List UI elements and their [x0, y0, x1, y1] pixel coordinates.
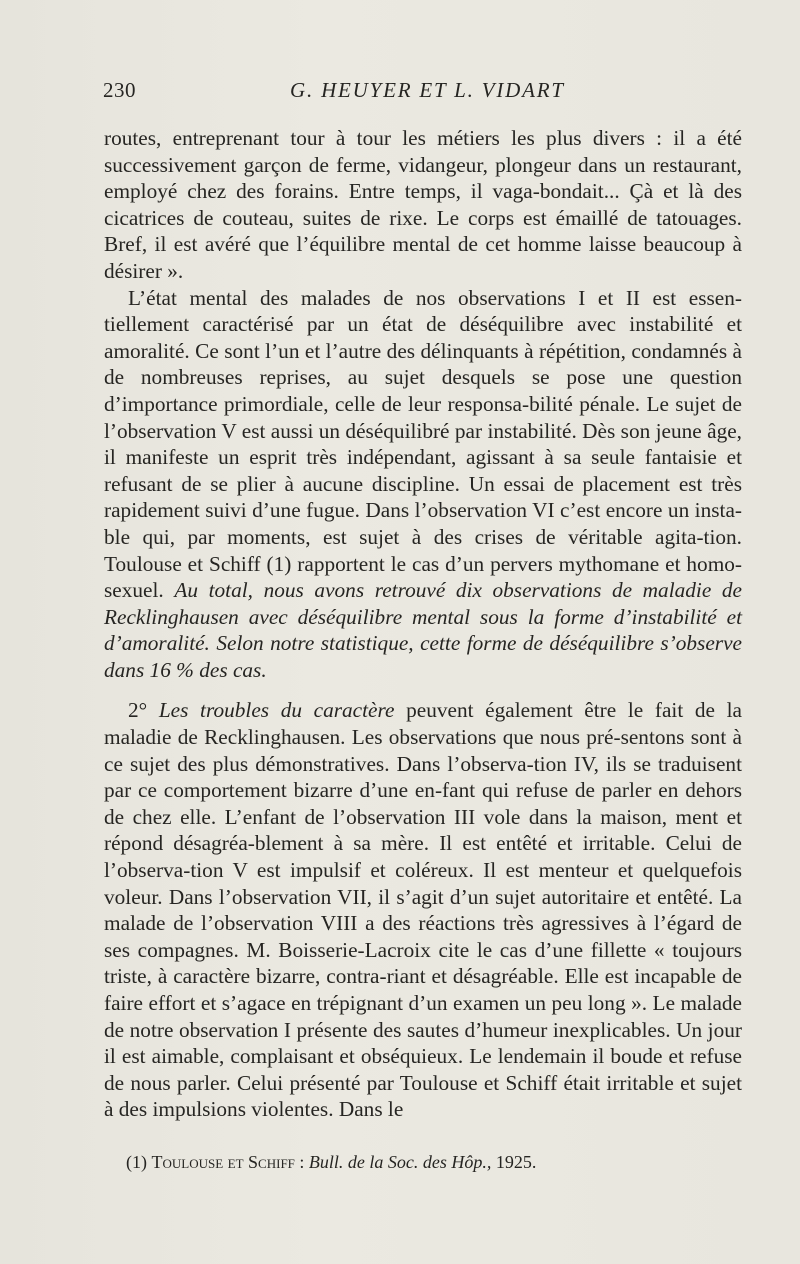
body-text	[104, 125, 742, 1123]
footnote	[126, 1151, 726, 1173]
page-header	[103, 78, 743, 108]
footnote-marker: (1)	[126, 1152, 147, 1172]
paragraph-3	[104, 697, 742, 1123]
page-number: 230	[103, 78, 136, 102]
footnote-year: 1925.	[495, 1152, 537, 1172]
section-heading: Les troubles du caractère	[158, 698, 395, 723]
paragraph-3-text: peuvent également être le fait de la maladie de Recklinghausen. Les observations que nous pré-sentons sont à ce sujet des plus démonstratives. Dans l’observa-tion IV, ils se traduisent par ce comportement bizarre d’une en-fant qui refuse de parler en dehors de chez elle. L’enfant de l’observation III vole dans la maison, ment et répond désagréa-blement à sa mère. Il est entêté et irritable. Celui de l’observa-tion V est impulsif et coléreux. Il est menteur et quelquefois voleur. Dans l’observation VII, il s’agit d’un sujet autoritaire et entêté. La malade de l’observation VIII a des réactions très agressives à l’égard de ses compagnes. M. Boisserie-Lacroix cite le cas d’une fillette « toujours triste, à caractère bizarre, contra-riant et désagréable. Elle est incapable de faire effort et s’agace en trépignant d’un examen un peu long ». Le malade de notre observation I présente des sautes d’humeur inexplicables. Un jour il est aimable, complaisant et obséquieux. Le lendemain il boude et refuse de nous parler. Celui présenté par Toulouse et Schiff était irritable et sujet à des impulsions violentes. Dans le	[104, 698, 742, 1122]
section-number: 2°	[128, 698, 148, 723]
paragraph-1: routes, entreprenant tour à tour les métiers les plus divers : il a été successivement garçon de ferme, vidangeur, plongeur dans un restaurant, employé chez des forains. Entre temps, il vaga-bondait... Çà et là des cicatrices de couteau, suites de rixe. Le corps est émaillé de tatouages. Bref, il est avéré que l’équilibre mental de cet homme laisse beaucoup à désirer ».	[104, 126, 742, 283]
paragraph-2	[104, 285, 742, 684]
footnote-authors: Toulouse et Schiff :	[151, 1152, 305, 1172]
paragraph-2-conclusion: Au total, nous avons retrouvé dix observations de maladie de Recklinghausen avec déséquilibre mental sous la forme d’instabilité et d’amoralité. Selon notre statistique, cette forme de déséquilibre s’observe dans 16 % des cas.	[104, 578, 742, 682]
paragraph-2-text: L’état mental des malades de nos observations I et II est essen-tiellement caractérisé par un état de déséquilibre avec instabilité et amoralité. Ce sont l’un et l’autre des délinquants à répétition, condamnés à de nombreuses reprises, au sujet desquels se pose une question d’importance primordiale, celle de leur responsa-bilité pénale. Le sujet de l’observation V est aussi un déséquilibré par instabilité. Dès son jeune âge, il manifeste un esprit très indépendant, agissant à sa seule fantaisie et refusant de se plier à aucune discipline. Un essai de placement est très rapidement suivi d’une fugue. Dans l’observation VI c’est encore un insta-ble qui, par moments, est sujet à des crises de véritable agita-tion. Toulouse et Schiff (1) rapportent le cas d’un pervers mythomane et homo-sexuel.	[104, 285, 742, 603]
running-head: G. HEUYER ET L. VIDART	[290, 78, 565, 102]
footnote-source: Bull. de la Soc. des Hôp.,	[308, 1152, 492, 1172]
